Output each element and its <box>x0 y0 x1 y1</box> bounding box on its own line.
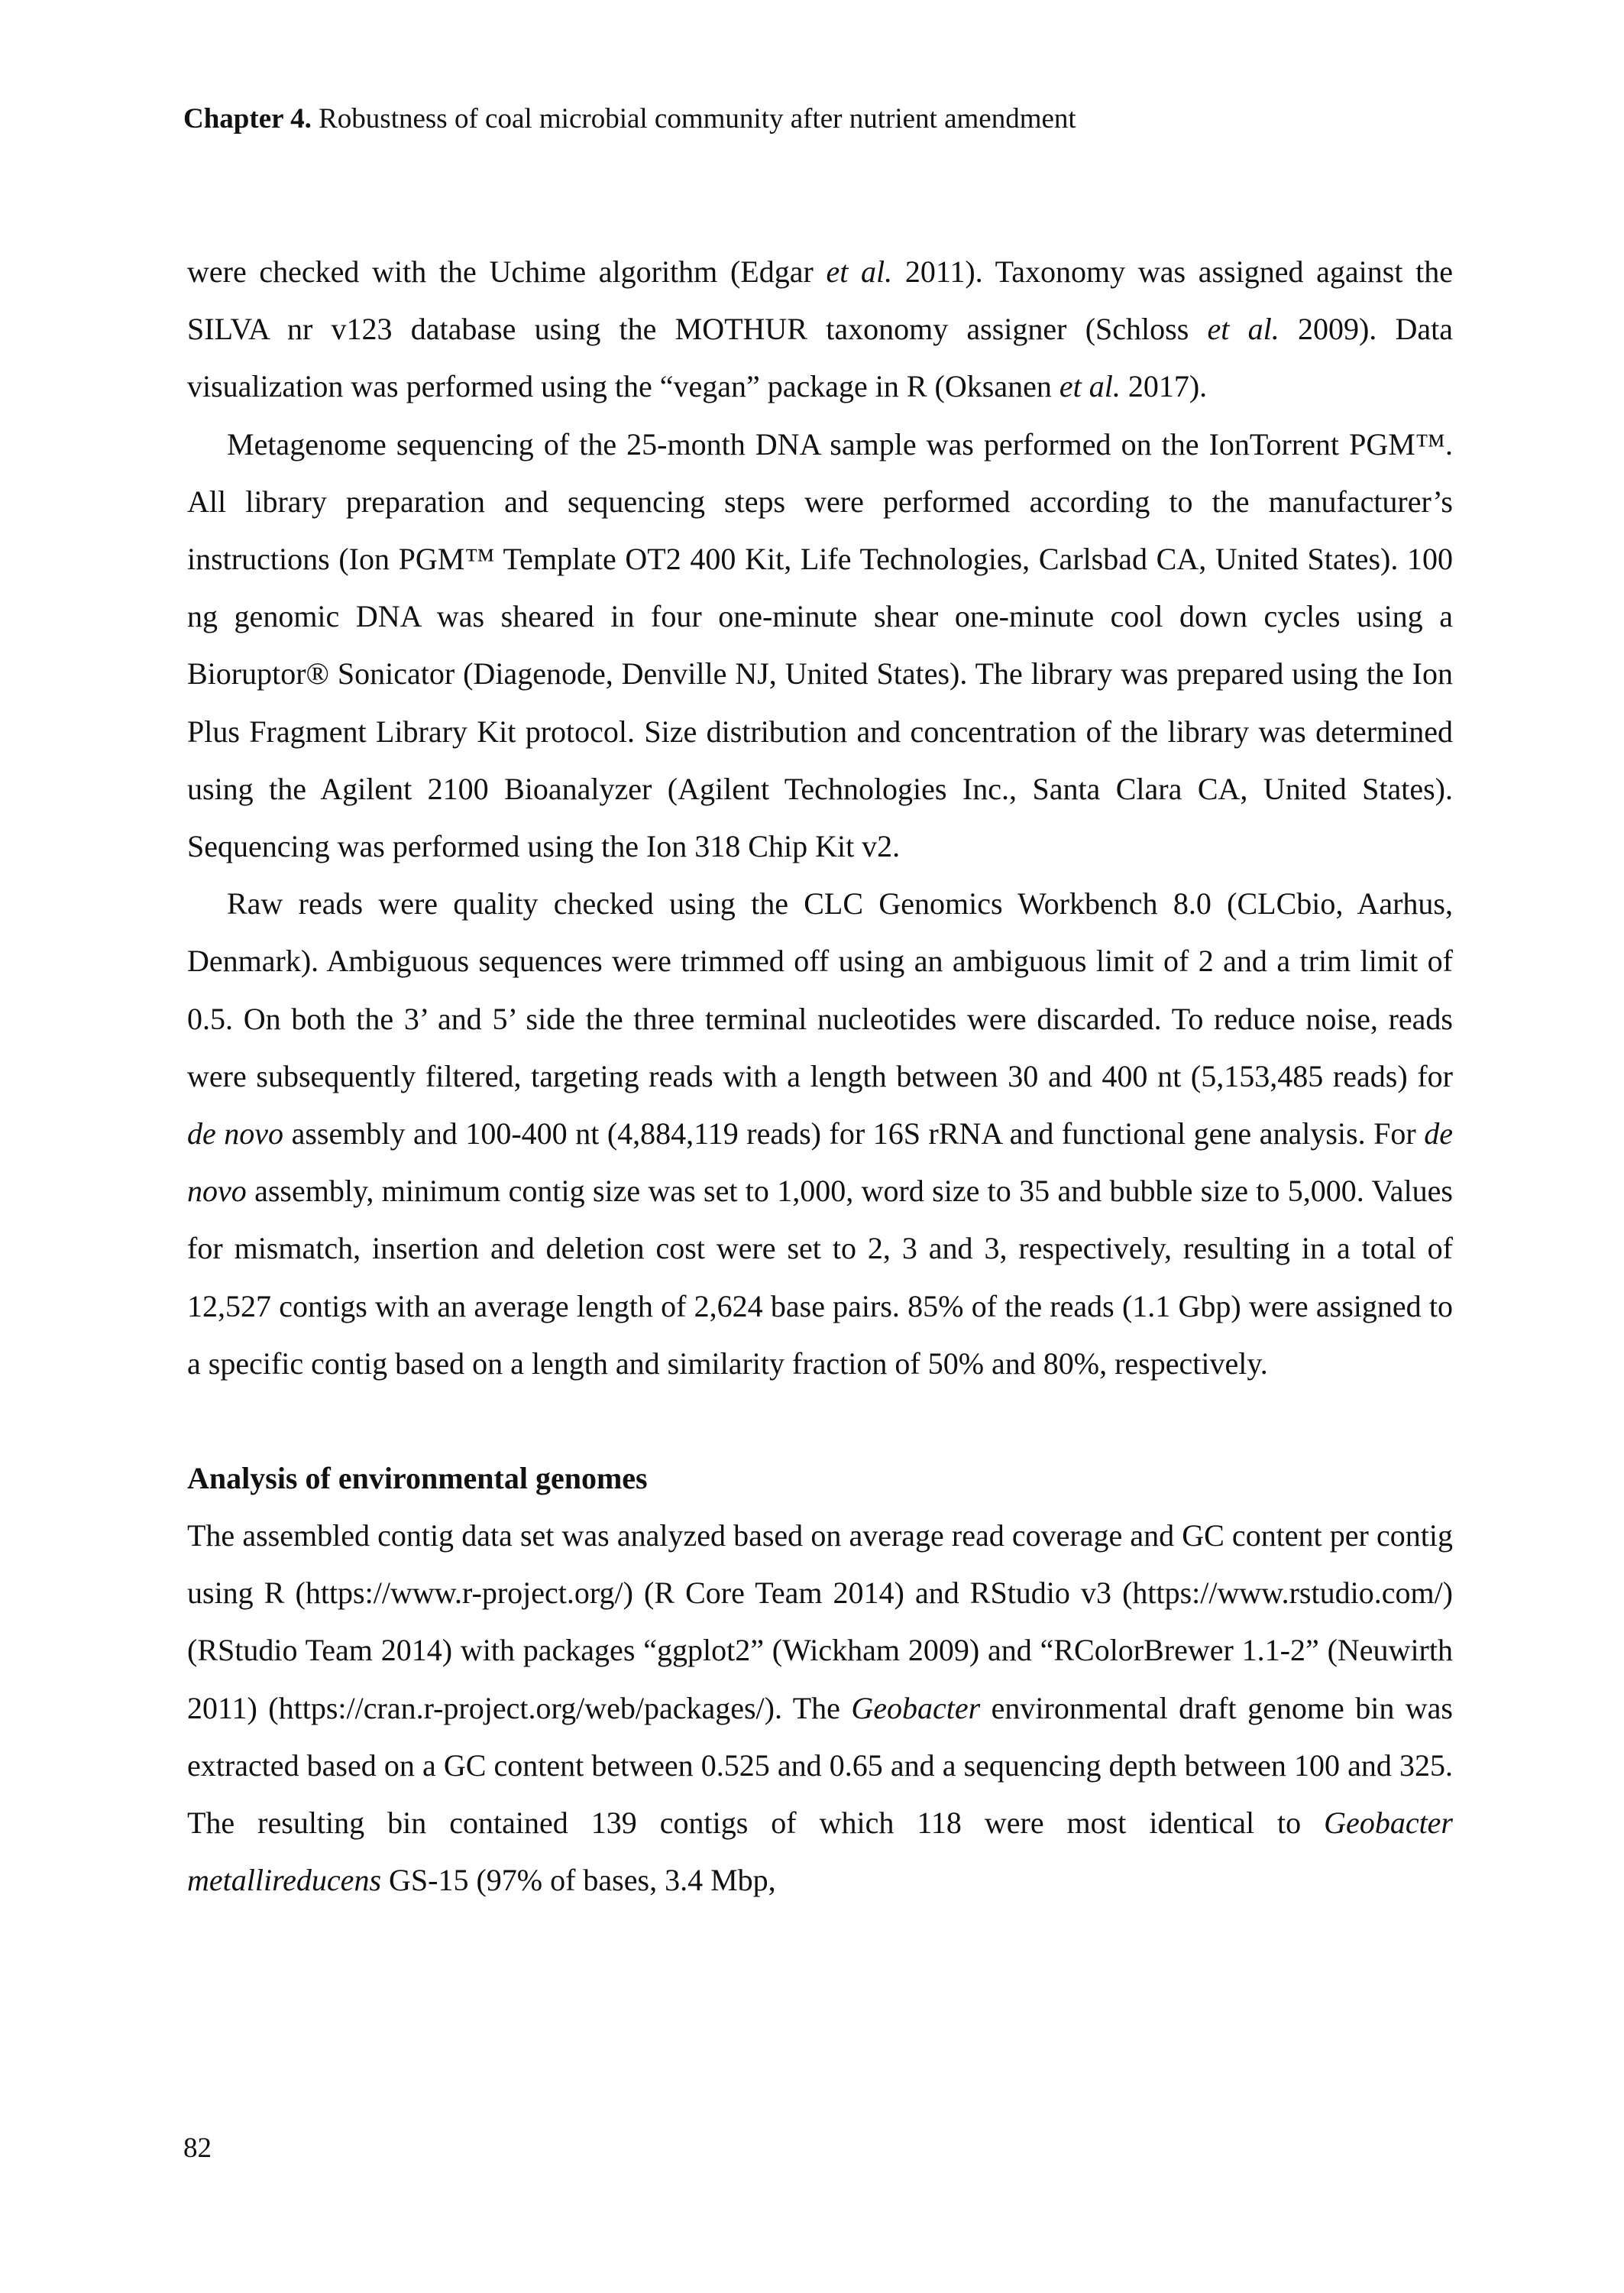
page-number: 82 <box>183 2133 212 2164</box>
paragraph-0 <box>187 243 1453 416</box>
text-run: 2011). Taxonomy was assigned against the SILVA nr v123 database using the MOTHUR taxonomy assigner (Schloss <box>187 254 1454 347</box>
paragraph-2 <box>187 875 1453 1392</box>
text-run: were checked with the Uchime algorithm (Edgar <box>187 254 827 289</box>
body-text <box>187 243 1453 1909</box>
section-heading: Analysis of environmental genomes <box>187 1461 648 1496</box>
text-run: environmental draft genome bin was extracted based on a GC content between 0.525 and 0.65 and a sequencing depth between 100 and 325. The resulting bin contained 139 contigs of which 118 were most identical to <box>187 1690 1453 1841</box>
italic-text: et al. <box>1207 312 1279 347</box>
italic-text: Geobacter <box>851 1690 981 1725</box>
italic-text: et al. <box>826 254 893 289</box>
italic-text: de novo <box>187 1116 1453 1209</box>
chapter-label: Chapter 4. <box>183 103 312 134</box>
italic-text: Geobacter metallireducens <box>187 1806 1453 1898</box>
paragraph-3 <box>187 1507 1453 1909</box>
text-run: Metagenome sequencing of the 25-month DNA sample was performed on the IonTorrent PGM™. All library preparation and sequencing steps were performed according to the manufacturer’s instructions (Ion PGM™ Template OT2 400 Kit, Life Technologies, Carlsbad CA, United States). 100 ng genomic DNA was sheared in four one-minute shear one-minute cool down cycles using a Bioruptor® Sonicator (Diagenode, Denville NJ, United States). The library was prepared using the Ion Plus Fragment Library Kit protocol. Size distribution and concentration of the library was determined using the Agilent 2100 Bioanalyzer (Agilent Technologies Inc., Santa Clara CA, United States). Sequencing was performed using the Ion 318 Chip Kit v2. <box>187 426 1453 864</box>
text-run: Raw reads were quality checked using the CLC Genomics Workbench 8.0 (CLCbio, Aarhus, Denmark). Ambiguous sequences were trimmed off using an ambiguous limit of 2 and a trim limit of 0.5. On both the 3’ and 5’ side the three terminal nucleotides were discarded. To reduce noise, reads were subsequently filtered, targeting reads with a length between 30 and 400 nt (5,153,485 reads) for <box>187 886 1453 1093</box>
text-run: assembly, minimum contig size was set to 1,000, word size to 35 and bubble size to 5,000. Values for mismatch, insertion and deletion cost were set to 2, 3 and 3, respectively, resulting in a total of 12,527 contigs with an average length of 2,624 base pairs. 85% of the reads (1.1 Gbp) were assigned to a specific contig based on a length and similarity fraction of 50% and 80%, respectively. <box>187 1174 1453 1381</box>
italic-text: et al. <box>1059 369 1121 404</box>
paragraph-1 <box>187 416 1453 876</box>
text-run: 2017). <box>1120 369 1208 404</box>
text-run: 2009). Data visualization was performed using the “vegan” package in R (Oksanen <box>187 312 1454 404</box>
chapter-title: Robustness of coal microbial community after nutrient amendment <box>319 103 1076 134</box>
running-header <box>183 101 1076 138</box>
text-run: The assembled contig data set was analyzed based on average read coverage and GC content per contig using R (https://www.r-project.org/) (R Core Team 2014) and RStudio v3 (https://www.rstudio.com/) (RStudio Team 2014) with packages “ggplot2” (Wickham 2009) and “RColorBrewer 1.1-2” (Neuwirth 2011) (https://cran.r-project.org/web/packages/). The <box>187 1518 1453 1725</box>
italic-text: de novo <box>187 1116 284 1151</box>
text-run: GS-15 (97% of bases, 3.4 Mbp, <box>381 1863 776 1898</box>
text-run: assembly and 100-400 nt (4,884,119 reads) for 16S rRNA and functional gene analysis. For <box>283 1116 1425 1151</box>
